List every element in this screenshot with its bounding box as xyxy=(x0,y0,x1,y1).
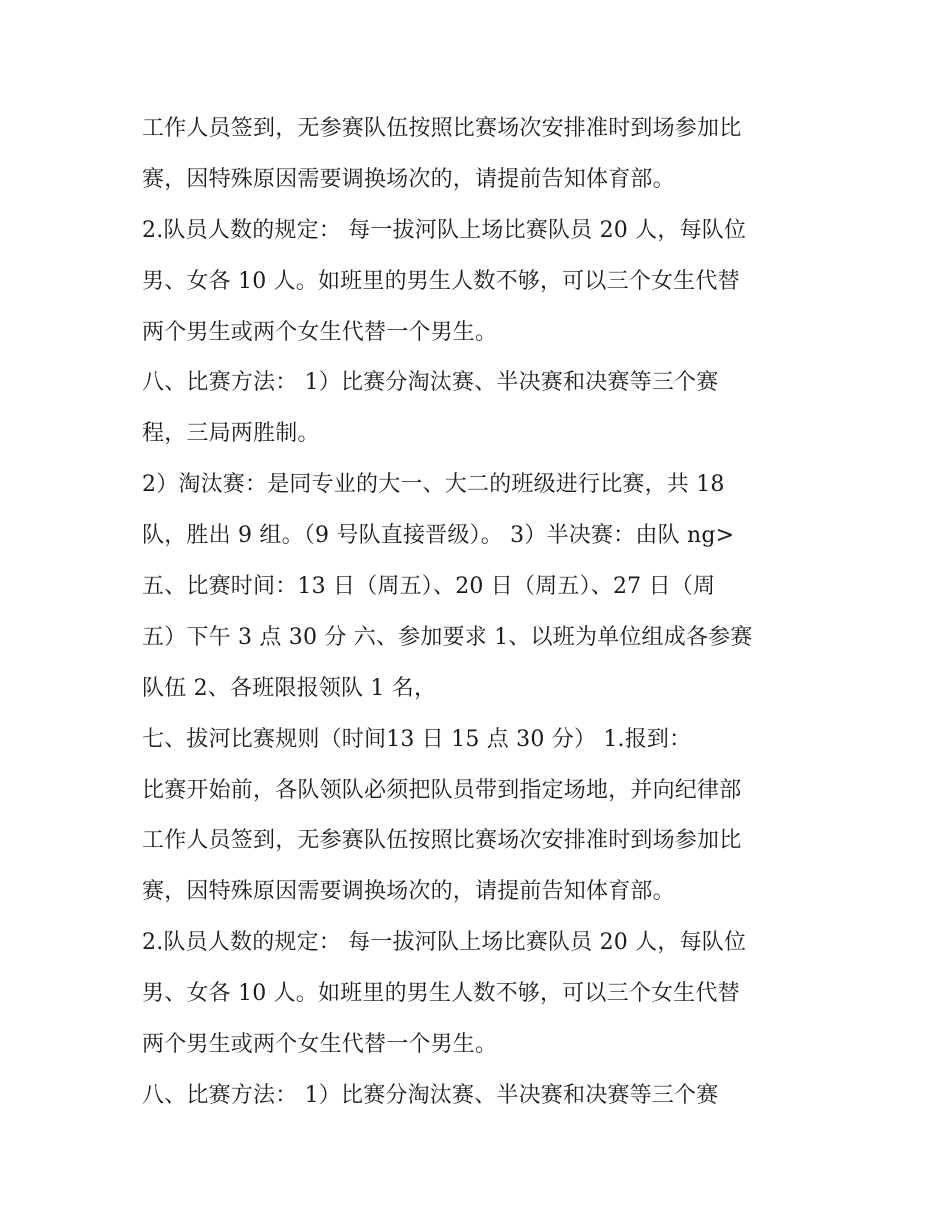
text-line: 工作人员签到，无参赛队伍按照比赛场次安排准时到场参加比 xyxy=(142,828,742,854)
text-line: 五、比赛时间：13 日（周五）、20 日（周五）、27 日（周 xyxy=(142,574,716,600)
text-line: 工作人员签到，无参赛队伍按照比赛场次安排准时到场参加比 xyxy=(142,116,742,141)
text-line: 2.队员人数的规定： 每一拔河队上场比赛队员 20 人，每队位 xyxy=(142,930,747,956)
text-line: 程，三局两胜制。 xyxy=(142,421,320,447)
text-line: 七、拔河比赛规则（时间13 日 15 点 30 分） 1.报到： xyxy=(142,726,692,752)
text-line: 八、比赛方法： 1）比赛分淘汰赛、半决赛和决赛等三个赛 xyxy=(142,370,719,396)
text-line: 五）下午 3 点 30 分 六、参加要求 1、以班为单位组成各参赛 xyxy=(142,624,753,650)
body-text xyxy=(142,104,842,1122)
text-line: 队，胜出 9 组。（9 号队直接晋级）。 3）半决赛：由队 ng> xyxy=(142,523,735,549)
text-line: 2）淘汰赛：是同专业的大一、大二的班级进行比赛，共 18 xyxy=(142,472,725,498)
text-line: 两个男生或两个女生代替一个男生。 xyxy=(142,1032,498,1058)
text-line: 八、比赛方法： 1）比赛分淘汰赛、半决赛和决赛等三个赛 xyxy=(142,1082,719,1108)
text-line: 2.队员人数的规定： 每一拔河队上场比赛队员 20 人，每队位 xyxy=(142,217,747,243)
text-line: 男、女各 10 人。如班里的男生人数不够，可以三个女生代替 xyxy=(142,981,740,1007)
text-line: 赛，因特殊原因需要调换场次的，请提前告知体育部。 xyxy=(142,166,675,192)
text-line: 男、女各 10 人。如班里的男生人数不够，可以三个女生代替 xyxy=(142,268,740,294)
text-line: 队伍 2、各班限报领队 1 名， xyxy=(142,675,437,701)
text-line: 比赛开始前，各队领队必须把队员带到指定场地，并向纪律部 xyxy=(142,777,742,803)
text-line: 两个男生或两个女生代替一个男生。 xyxy=(142,319,498,345)
text-line: 赛，因特殊原因需要调换场次的，请提前告知体育部。 xyxy=(142,879,675,905)
